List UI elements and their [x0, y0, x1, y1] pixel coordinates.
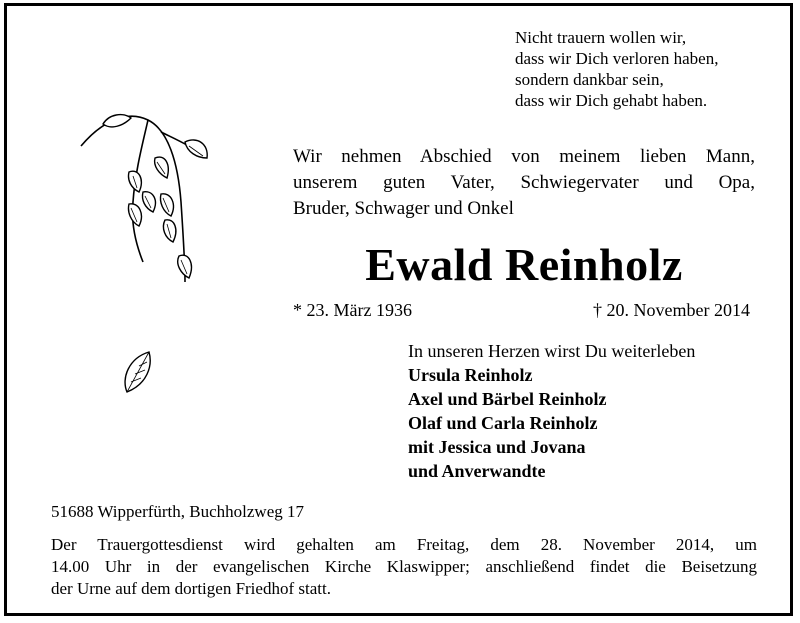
deceased-name: Ewald Reinholz — [365, 239, 683, 290]
service-line: der Urne auf dem dortigen Friedhof statt. — [51, 579, 331, 598]
poem-line: sondern dankbar sein, — [515, 70, 664, 89]
mourners-intro: In unseren Herzen wirst Du weiterleben — [408, 341, 696, 361]
falling-leaf-illustration — [119, 348, 159, 398]
mourner-name: mit Jessica und Jovana — [408, 437, 586, 457]
service-line: 14.00 Uhr in der evangelischen Kirche Klaswipper; anschließend findet die Beisetzung — [51, 557, 757, 576]
farewell-line: Wir nehmen Abschied von meinem lieben Mann, — [293, 146, 755, 167]
family-address: 51688 Wipperfürth, Buchholzweg 17 — [51, 502, 305, 521]
farewell-line: unserem guten Vater, Schwiegervater und Opa, — [293, 172, 755, 193]
mourner-name: Axel und Bärbel Reinholz — [408, 389, 607, 409]
mourner-name: und Anverwandte — [408, 461, 546, 481]
mourner-name: Olaf und Carla Reinholz — [408, 413, 598, 433]
farewell-line: Bruder, Schwager und Onkel — [293, 198, 514, 219]
mourners-block — [408, 339, 768, 483]
service-details — [51, 534, 757, 600]
death-date: † 20. November 2014 — [593, 300, 750, 320]
obituary-notice — [4, 3, 793, 616]
poem-line: dass wir Dich verloren haben, — [515, 49, 719, 68]
birth-date: * 23. März 1936 — [293, 300, 412, 320]
poem-line: dass wir Dich gehabt haben. — [515, 91, 708, 110]
birch-branch-illustration — [73, 102, 213, 302]
mourner-name: Ursula Reinholz — [408, 365, 533, 385]
service-line: Der Trauergottesdienst wird gehalten am Freitag, dem 28. November 2014, um — [51, 535, 757, 554]
memorial-poem — [515, 27, 785, 111]
farewell-text — [293, 144, 755, 222]
poem-line: Nicht trauern wollen wir, — [515, 28, 687, 47]
